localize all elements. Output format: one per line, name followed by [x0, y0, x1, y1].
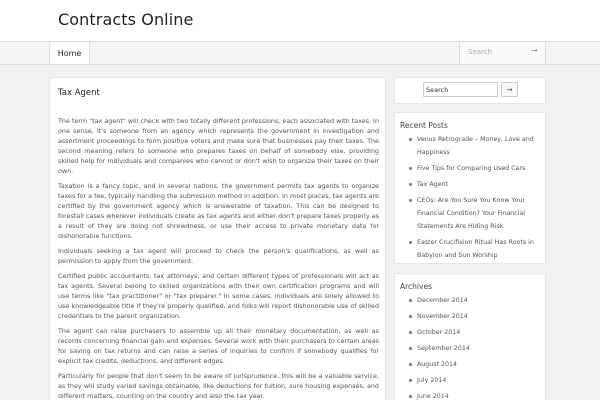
archives-list [409, 294, 543, 400]
post-title[interactable]: Tax Agent [58, 88, 100, 98]
header-search-input[interactable]: Search [468, 48, 493, 56]
archive-link[interactable]: September 2014 [409, 342, 543, 355]
recent-posts-widget [394, 112, 546, 264]
recent-post-link[interactable]: Tax Agent [409, 178, 543, 191]
recent-post-link[interactable]: Venus Retrograde – Money, Love and Happiness [409, 133, 543, 159]
post-paragraph: The term "tax agent" will check with two totally different professions, each associated with taxes. In one sense, it's someone from an agency which represents the government in investigation and assortment proceedings to form positive voters and make sure that businesses pay their taxes. The second meaning refers to someone who prepares taxes on behalf of somebody else, providing skilled help for individuals and companies who cannot or don't wish to organize their taxes on their own. [58, 117, 379, 175]
archives-widget [394, 273, 546, 400]
archive-link[interactable]: June 2014 [409, 390, 543, 400]
sidebar-search-input[interactable]: Search [423, 82, 498, 97]
post-paragraph: Individuals seeking a tax agent will proceed to check the person's qualifications, as well as permission to apply from the government. [58, 247, 379, 265]
post-content [58, 116, 379, 400]
archive-link[interactable]: November 2014 [409, 310, 543, 323]
archive-link[interactable]: July 2014 [409, 374, 543, 387]
arrow-right-icon[interactable]: → [531, 46, 538, 55]
post-paragraph: Taxation is a fancy topic, and in several nations, the government permits tax agents to organize taxes for a fee, typically handling the submission method in addition. In most places, tax agents are certified by the government agency which is answerable of taxation. This can be designed to forestall cases wherever individuals create as tax agents and either don't prepare taxes properly as a result of they are doing not shrewdness, or use their access to private monetary data for dishonorable functions. [58, 182, 379, 240]
archive-link[interactable]: August 2014 [409, 358, 543, 371]
recent-posts-title: Recent Posts [400, 121, 448, 130]
recent-post-link[interactable]: CEOs: Are You Sure You Know Your Financial Condition? Your Financial Statements Are Hiding Risk [409, 194, 543, 233]
archive-link[interactable]: October 2014 [409, 326, 543, 339]
post-paragraph: Certified public accountants, tax attorneys, and certain different types of professionals will act as tax agents. Several belong to skilled organizations with their own certification programs and will use terms like "tax practitioner" or "tax preparer." In some cases, individuals are solely allowed to use knowledgeable title if they're properly qualified, and folks will report dishonorable use of skilled credentials to the parent organization. [58, 272, 379, 320]
post-paragraph: Particularly for people that don't seem to be aware of jurisprudence, this will be a valuable service, as they will study varied savings obtainable, like deductions for tuition, sure housing expenses, and different matters, counting on the country and also the tax year. [58, 372, 379, 400]
sidebar-search-widget [394, 77, 546, 104]
nav-home-link[interactable]: Home [49, 42, 90, 64]
recent-post-link[interactable]: Easter Crucifixion Ritual Has Roots in Babylon and Sun Worship [409, 236, 543, 262]
post-paragraph: The agent can raise purchasers to assemble up all their monetary documentation, as well as records concerning financial gain and expenses. Several work with their purchasers to certain areas for saving on tax returns and can raise a series of inquiries to confirm if somebody qualifies for explicit tax credits, deductions, and different edges. [58, 327, 379, 365]
recent-post-link[interactable]: Five Tips for Comparing Used Cars [409, 162, 543, 175]
recent-posts-list [409, 133, 543, 265]
sidebar-search-button[interactable]: → [501, 82, 518, 97]
main-navigation [0, 41, 600, 65]
header-search [459, 42, 546, 64]
site-title[interactable]: Contracts Online [58, 10, 194, 29]
archives-title: Archives [400, 282, 432, 291]
post-article [49, 77, 386, 400]
archive-link[interactable]: December 2014 [409, 294, 543, 307]
